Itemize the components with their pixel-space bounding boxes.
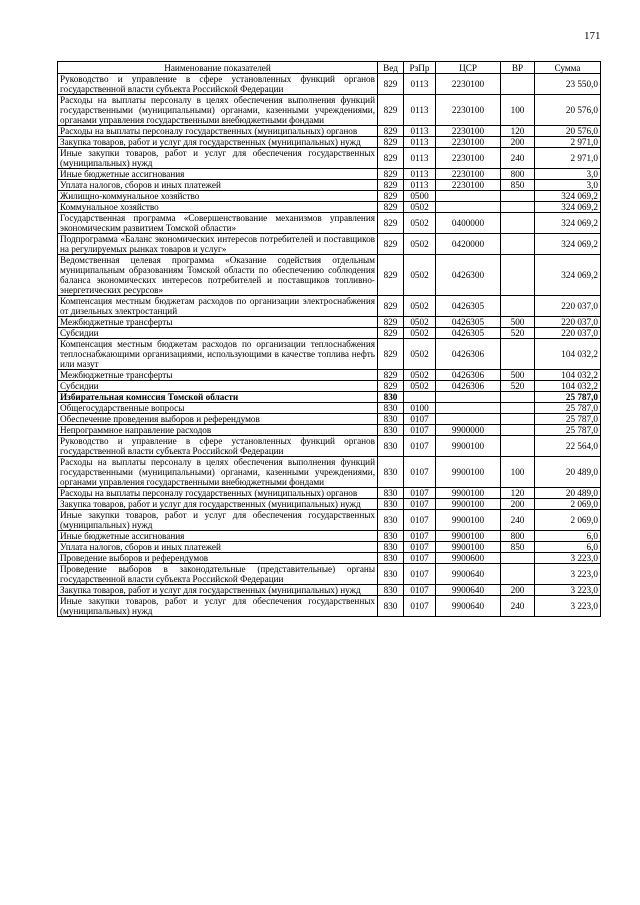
cell-ved: 829 [378, 255, 404, 296]
cell-sum: 3,0 [535, 169, 601, 180]
cell-sum: 220 037,0 [535, 317, 601, 328]
cell-sum: 3 223,0 [535, 564, 601, 585]
cell-ved: 829 [378, 137, 404, 148]
cell-ved: 830 [378, 596, 404, 617]
header-vr: ВР [501, 62, 535, 74]
table-row [58, 328, 601, 339]
cell-name: Компенсация местным бюджетам расходов по организации теплоснабжения теплоснабжающими организациями, использующими в качестве топлива нефть или мазут [58, 339, 378, 370]
table-row [58, 414, 601, 425]
cell-ved: 829 [378, 370, 404, 381]
cell-ved: 829 [378, 328, 404, 339]
cell-vr [501, 403, 535, 414]
cell-name: Субсидии [58, 381, 378, 392]
table-row [58, 531, 601, 542]
cell-ved: 829 [378, 180, 404, 191]
cell-vr [501, 255, 535, 296]
cell-rzpr: 0113 [404, 126, 436, 137]
cell-vr [501, 339, 535, 370]
budget-table [57, 61, 601, 617]
cell-vr: 500 [501, 370, 535, 381]
cell-sum: 324 069,2 [535, 234, 601, 255]
cell-rzpr: 0107 [404, 510, 436, 531]
cell-ved: 830 [378, 457, 404, 488]
cell-sum: 20 576,0 [535, 126, 601, 137]
cell-ved: 830 [378, 542, 404, 553]
table-row [58, 381, 601, 392]
cell-rzpr: 0502 [404, 317, 436, 328]
cell-name: Иные закупки товаров, работ и услуг для обеспечения государственных (муниципальных) нужд [58, 510, 378, 531]
table-row [58, 95, 601, 126]
cell-name: Жилищно-коммунальное хозяйство [58, 191, 378, 202]
cell-csr: 2230100 [436, 126, 501, 137]
cell-csr: 0400000 [436, 213, 501, 234]
cell-sum: 3 223,0 [535, 596, 601, 617]
table-row [58, 392, 601, 403]
cell-vr: 850 [501, 180, 535, 191]
cell-vr: 800 [501, 169, 535, 180]
cell-csr: 0426300 [436, 255, 501, 296]
cell-rzpr: 0502 [404, 296, 436, 317]
cell-rzpr: 0107 [404, 564, 436, 585]
cell-vr: 500 [501, 317, 535, 328]
cell-rzpr [404, 392, 436, 403]
cell-vr [501, 213, 535, 234]
table-row [58, 180, 601, 191]
cell-csr [436, 414, 501, 425]
table-row [58, 148, 601, 169]
header-name: Наименование показателей [58, 62, 378, 74]
cell-name: Избирательная комиссия Томской области [58, 392, 378, 403]
cell-vr [501, 202, 535, 213]
cell-name: Закупка товаров, работ и услуг для государственных (муниципальных) нужд [58, 585, 378, 596]
table-row [58, 202, 601, 213]
cell-vr: 240 [501, 596, 535, 617]
cell-rzpr: 0107 [404, 531, 436, 542]
cell-rzpr: 0113 [404, 148, 436, 169]
table-row [58, 499, 601, 510]
cell-csr: 9900600 [436, 553, 501, 564]
cell-rzpr: 0107 [404, 436, 436, 457]
cell-ved: 829 [378, 317, 404, 328]
cell-rzpr: 0502 [404, 370, 436, 381]
cell-rzpr: 0107 [404, 596, 436, 617]
cell-sum: 22 564,0 [535, 436, 601, 457]
cell-ved: 829 [378, 213, 404, 234]
cell-rzpr: 0502 [404, 255, 436, 296]
table-row [58, 191, 601, 202]
table-row [58, 542, 601, 553]
table-row [58, 425, 601, 436]
cell-vr [501, 414, 535, 425]
table-row [58, 564, 601, 585]
cell-csr [436, 191, 501, 202]
cell-vr [501, 191, 535, 202]
cell-sum: 104 032,2 [535, 381, 601, 392]
cell-csr: 0426305 [436, 328, 501, 339]
cell-sum: 6,0 [535, 531, 601, 542]
cell-sum: 2 069,0 [535, 499, 601, 510]
cell-csr: 0426306 [436, 339, 501, 370]
cell-ved: 829 [378, 202, 404, 213]
cell-csr: 9900100 [436, 510, 501, 531]
cell-csr: 0426306 [436, 381, 501, 392]
cell-rzpr: 0502 [404, 234, 436, 255]
cell-sum: 6,0 [535, 542, 601, 553]
cell-name: Закупка товаров, работ и услуг для государственных (муниципальных) нужд [58, 137, 378, 148]
cell-ved: 829 [378, 126, 404, 137]
cell-rzpr: 0502 [404, 213, 436, 234]
header-csr: ЦСР [436, 62, 501, 74]
cell-rzpr: 0107 [404, 553, 436, 564]
cell-vr [501, 425, 535, 436]
cell-name: Субсидии [58, 328, 378, 339]
cell-ved: 829 [378, 339, 404, 370]
cell-sum: 23 550,0 [535, 74, 601, 95]
cell-sum: 25 787,0 [535, 414, 601, 425]
cell-rzpr: 0107 [404, 457, 436, 488]
cell-sum: 25 787,0 [535, 425, 601, 436]
cell-name: Обеспечение проведения выборов и референдумов [58, 414, 378, 425]
cell-csr [436, 202, 501, 213]
cell-csr: 0426305 [436, 317, 501, 328]
cell-ved: 830 [378, 414, 404, 425]
table-row [58, 370, 601, 381]
cell-rzpr: 0100 [404, 403, 436, 414]
cell-name: Межбюджетные трансферты [58, 370, 378, 381]
table-row [58, 213, 601, 234]
cell-name: Государственная программа «Совершенствование механизмов управления экономическим развитием Томской области» [58, 213, 378, 234]
cell-vr: 850 [501, 542, 535, 553]
cell-csr: 9900640 [436, 596, 501, 617]
cell-csr: 9900640 [436, 564, 501, 585]
table-row [58, 74, 601, 95]
table-row [58, 553, 601, 564]
table-row [58, 436, 601, 457]
cell-name: Ведомственная целевая программа «Оказание содействия отдельным муниципальным образованиям Томской области по обеспечению соблюдения баланса экономических интересов потребителей и поставщиков топливно-энергетических ресурсов» [58, 255, 378, 296]
cell-sum: 20 489,0 [535, 457, 601, 488]
cell-vr: 100 [501, 95, 535, 126]
table-row [58, 296, 601, 317]
cell-name: Руководство и управление в сфере установленных функций органов государственной власти субъекта Российской Федерации [58, 436, 378, 457]
cell-vr [501, 553, 535, 564]
cell-rzpr: 0107 [404, 414, 436, 425]
cell-csr: 0426306 [436, 370, 501, 381]
cell-csr: 2230100 [436, 169, 501, 180]
table-row [58, 317, 601, 328]
cell-vr: 200 [501, 137, 535, 148]
cell-ved: 830 [378, 553, 404, 564]
cell-vr: 120 [501, 126, 535, 137]
cell-ved: 829 [378, 95, 404, 126]
cell-csr: 2230100 [436, 137, 501, 148]
cell-name: Непрограммное направление расходов [58, 425, 378, 436]
cell-name: Расходы на выплаты персоналу в целях обеспечения выполнения функций государственными (муниципальными) органами, казенными учреждениями, органами управления государственными внебюджетными фондами [58, 95, 378, 126]
cell-name: Проведение выборов и референдумов [58, 553, 378, 564]
cell-sum: 3 223,0 [535, 553, 601, 564]
table-header-row [58, 62, 601, 74]
cell-sum: 2 069,0 [535, 510, 601, 531]
cell-csr: 9900100 [436, 488, 501, 499]
cell-name: Подпрограмма «Баланс экономических интересов потребителей и поставщиков на регулируемых рынках товаров и услуг» [58, 234, 378, 255]
cell-name: Компенсация местным бюджетам расходов по организации электроснабжения от дизельных электростанций [58, 296, 378, 317]
cell-name: Межбюджетные трансферты [58, 317, 378, 328]
cell-ved: 829 [378, 381, 404, 392]
cell-name: Закупка товаров, работ и услуг для государственных (муниципальных) нужд [58, 499, 378, 510]
cell-rzpr: 0113 [404, 169, 436, 180]
table-row [58, 126, 601, 137]
cell-rzpr: 0113 [404, 180, 436, 191]
cell-ved: 830 [378, 403, 404, 414]
cell-ved: 830 [378, 585, 404, 596]
cell-rzpr: 0107 [404, 488, 436, 499]
cell-ved: 830 [378, 510, 404, 531]
cell-rzpr: 0113 [404, 95, 436, 126]
cell-name: Иные закупки товаров, работ и услуг для обеспечения государственных (муниципальных) нужд [58, 148, 378, 169]
page-number: 171 [584, 30, 601, 42]
cell-rzpr: 0107 [404, 585, 436, 596]
table-row [58, 510, 601, 531]
cell-sum: 2 971,0 [535, 137, 601, 148]
cell-csr: 0426305 [436, 296, 501, 317]
cell-name: Расходы на выплаты персоналу государственных (муниципальных) органов [58, 126, 378, 137]
cell-csr: 2230100 [436, 95, 501, 126]
cell-csr: 9900100 [436, 499, 501, 510]
cell-vr [501, 392, 535, 403]
cell-name: Иные закупки товаров, работ и услуг для обеспечения государственных (муниципальных) нужд [58, 596, 378, 617]
cell-ved: 829 [378, 148, 404, 169]
cell-name: Иные бюджетные ассигнования [58, 531, 378, 542]
cell-vr [501, 74, 535, 95]
cell-csr: 2230100 [436, 74, 501, 95]
header-ved: Вед [378, 62, 404, 74]
cell-sum: 324 069,2 [535, 202, 601, 213]
cell-ved: 829 [378, 169, 404, 180]
cell-rzpr: 0113 [404, 137, 436, 148]
table-body [58, 74, 601, 617]
cell-name: Иные бюджетные ассигнования [58, 169, 378, 180]
cell-rzpr: 0113 [404, 74, 436, 95]
cell-sum: 2 971,0 [535, 148, 601, 169]
table-row [58, 137, 601, 148]
cell-ved: 830 [378, 564, 404, 585]
cell-ved: 830 [378, 436, 404, 457]
cell-csr [436, 392, 501, 403]
table-row [58, 339, 601, 370]
cell-rzpr: 0107 [404, 499, 436, 510]
cell-sum: 220 037,0 [535, 328, 601, 339]
header-rzpr: РзПр [404, 62, 436, 74]
cell-sum: 20 576,0 [535, 95, 601, 126]
cell-rzpr: 0107 [404, 542, 436, 553]
cell-name: Коммунальное хозяйство [58, 202, 378, 213]
cell-sum: 25 787,0 [535, 392, 601, 403]
cell-rzpr: 0107 [404, 425, 436, 436]
cell-ved: 830 [378, 531, 404, 542]
cell-sum: 324 069,2 [535, 213, 601, 234]
cell-csr: 9900100 [436, 436, 501, 457]
cell-vr [501, 234, 535, 255]
cell-ved: 830 [378, 392, 404, 403]
table-row [58, 234, 601, 255]
cell-sum: 324 069,2 [535, 255, 601, 296]
cell-vr [501, 564, 535, 585]
cell-sum: 220 037,0 [535, 296, 601, 317]
table-row [58, 255, 601, 296]
table-row [58, 585, 601, 596]
cell-csr: 9900640 [436, 585, 501, 596]
cell-rzpr: 0502 [404, 339, 436, 370]
cell-name: Уплата налогов, сборов и иных платежей [58, 542, 378, 553]
cell-sum: 25 787,0 [535, 403, 601, 414]
cell-vr: 520 [501, 328, 535, 339]
cell-vr: 100 [501, 457, 535, 488]
cell-csr: 9900100 [436, 542, 501, 553]
table-row [58, 457, 601, 488]
cell-vr: 240 [501, 148, 535, 169]
cell-name: Общегосударственные вопросы [58, 403, 378, 414]
cell-vr [501, 436, 535, 457]
cell-vr: 800 [501, 531, 535, 542]
cell-ved: 829 [378, 234, 404, 255]
cell-sum: 324 069,2 [535, 191, 601, 202]
cell-csr [436, 403, 501, 414]
cell-csr: 9900100 [436, 531, 501, 542]
cell-vr: 120 [501, 488, 535, 499]
cell-ved: 829 [378, 74, 404, 95]
cell-csr: 2230100 [436, 148, 501, 169]
cell-vr: 200 [501, 499, 535, 510]
cell-ved: 830 [378, 499, 404, 510]
cell-sum: 104 032,2 [535, 339, 601, 370]
cell-rzpr: 0502 [404, 202, 436, 213]
cell-sum: 3 223,0 [535, 585, 601, 596]
cell-ved: 830 [378, 488, 404, 499]
cell-vr [501, 296, 535, 317]
header-sum: Сумма [535, 62, 601, 74]
cell-rzpr: 0502 [404, 381, 436, 392]
cell-ved: 830 [378, 425, 404, 436]
table-row [58, 403, 601, 414]
cell-name: Расходы на выплаты персоналу в целях обеспечения выполнения функций государственными (муниципальными) органами, казенными учреждениями, органами управления государственными внебюджетными фондами [58, 457, 378, 488]
cell-name: Уплата налогов, сборов и иных платежей [58, 180, 378, 191]
cell-csr: 2230100 [436, 180, 501, 191]
table-row [58, 169, 601, 180]
cell-rzpr: 0502 [404, 328, 436, 339]
cell-rzpr: 0500 [404, 191, 436, 202]
cell-vr: 520 [501, 381, 535, 392]
table-row [58, 488, 601, 499]
cell-csr: 9900000 [436, 425, 501, 436]
cell-sum: 20 489,0 [535, 488, 601, 499]
cell-name: Руководство и управление в сфере установленных функций органов государственной власти субъекта Российской Федерации [58, 74, 378, 95]
cell-name: Проведение выборов в законодательные (представительные) органы государственной власти субъекта Российской Федерации [58, 564, 378, 585]
cell-csr: 0420000 [436, 234, 501, 255]
cell-csr: 9900100 [436, 457, 501, 488]
cell-ved: 829 [378, 191, 404, 202]
cell-sum: 3,0 [535, 180, 601, 191]
cell-sum: 104 032,2 [535, 370, 601, 381]
cell-name: Расходы на выплаты персоналу государственных (муниципальных) органов [58, 488, 378, 499]
cell-vr: 240 [501, 510, 535, 531]
cell-vr: 200 [501, 585, 535, 596]
cell-ved: 829 [378, 296, 404, 317]
table-row [58, 596, 601, 617]
